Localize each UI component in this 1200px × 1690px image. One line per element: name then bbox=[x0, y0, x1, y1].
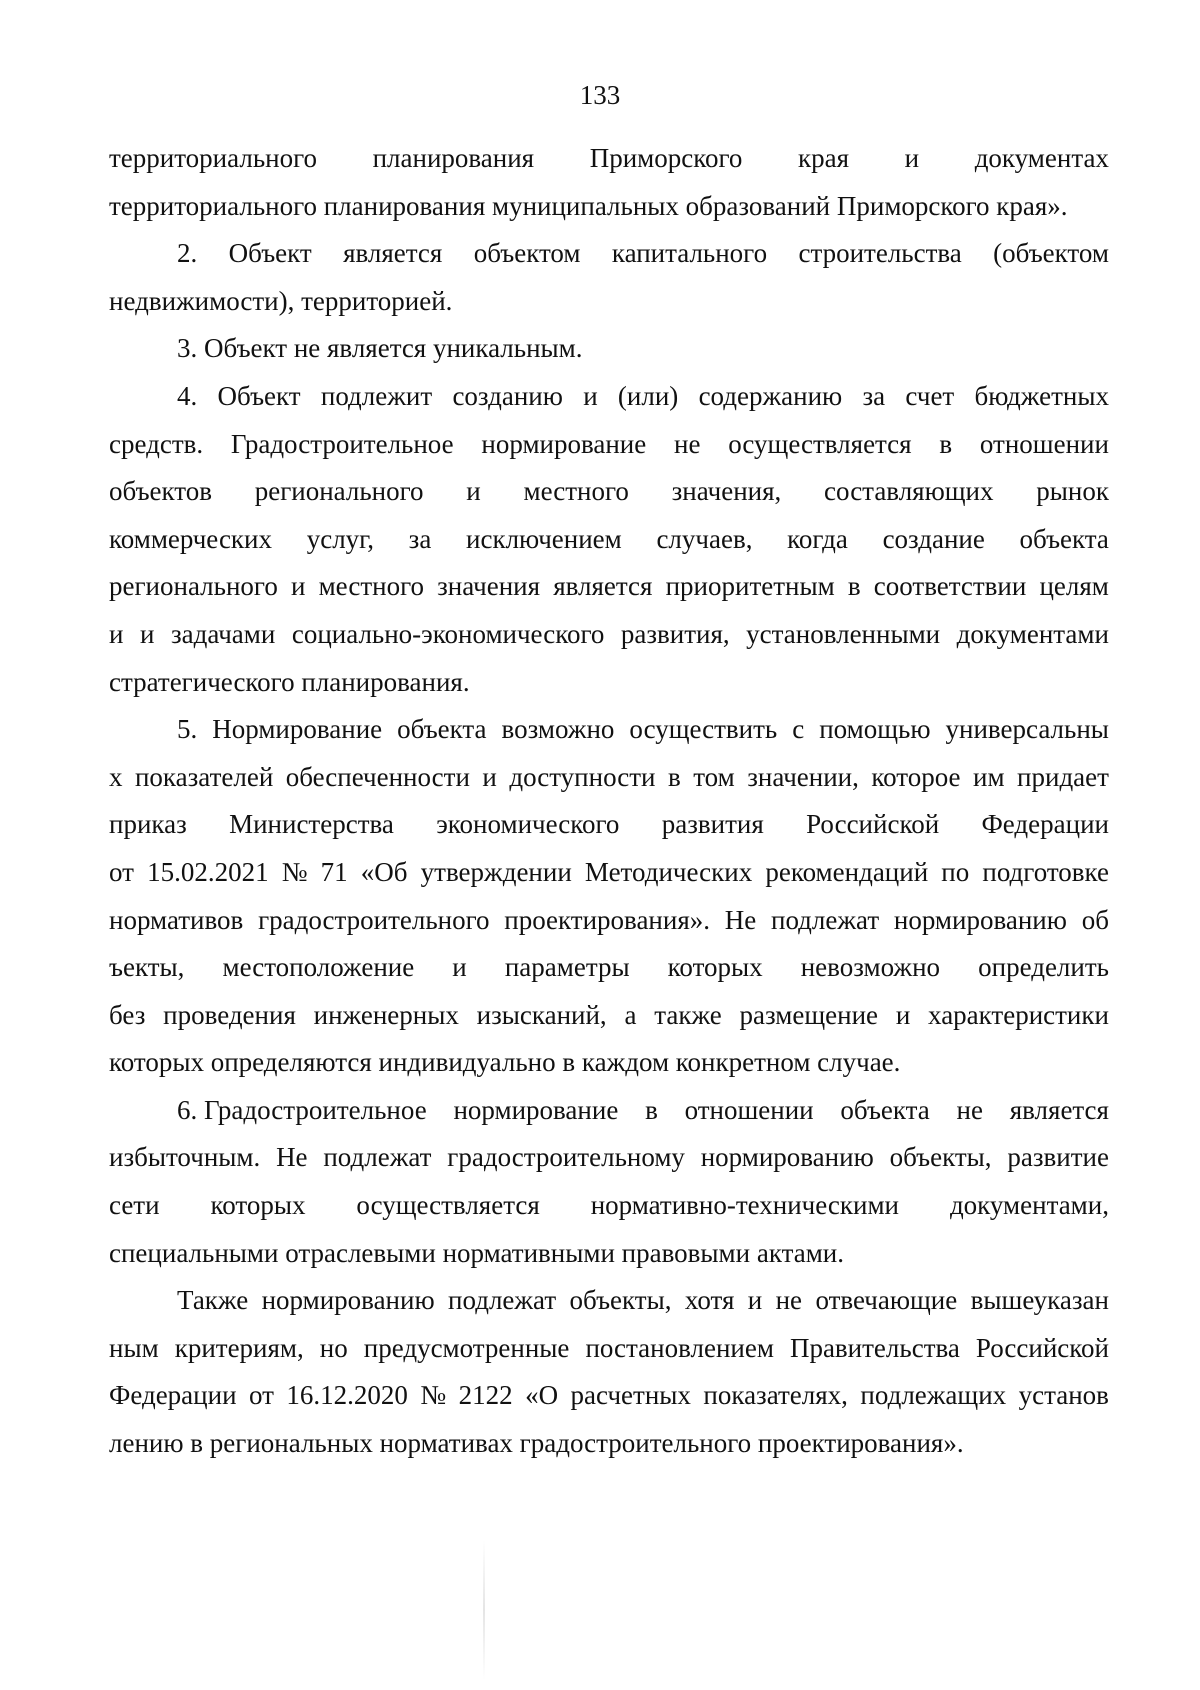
word: развития, bbox=[620, 618, 730, 649]
word: 4. bbox=[177, 380, 198, 411]
word: регионального bbox=[109, 571, 278, 602]
word: градостроительного bbox=[258, 904, 490, 935]
word: регионального bbox=[254, 476, 424, 507]
word: значения, bbox=[671, 476, 782, 507]
word: (или) bbox=[617, 380, 679, 411]
word: постановлением bbox=[585, 1332, 774, 1363]
word: показателях, bbox=[703, 1380, 848, 1411]
text-line: территориального планирования муниципальных образований Приморского края». bbox=[109, 190, 1068, 221]
word: не bbox=[674, 428, 701, 459]
word: нормативно-техническими bbox=[590, 1190, 899, 1221]
word: в bbox=[667, 761, 681, 792]
word: ъекты, bbox=[109, 952, 185, 983]
word: 5. bbox=[177, 714, 198, 745]
word: 71 bbox=[320, 856, 348, 887]
word: помощью bbox=[819, 714, 931, 745]
paragraph-item-2 bbox=[109, 230, 1109, 325]
word: определить bbox=[978, 952, 1109, 983]
document-body bbox=[109, 135, 1109, 1468]
text-line bbox=[109, 706, 1109, 754]
scan-binding-mark bbox=[483, 1540, 485, 1680]
text-line bbox=[109, 1277, 1109, 1325]
word: объекты, bbox=[889, 1142, 992, 1173]
word: Объект bbox=[217, 380, 301, 411]
word: услуг, bbox=[306, 523, 374, 554]
word: объектов bbox=[109, 476, 212, 507]
word: 2122 bbox=[458, 1380, 513, 1411]
word: за bbox=[408, 523, 432, 554]
word: и bbox=[139, 618, 155, 649]
word: нормированию bbox=[261, 1285, 435, 1316]
word: градостроительному bbox=[447, 1142, 685, 1173]
word: Градостроительное bbox=[230, 428, 454, 459]
word: возможно bbox=[501, 714, 615, 745]
word: а bbox=[624, 999, 637, 1030]
word: объекта bbox=[1019, 523, 1109, 554]
paragraph-item-5 bbox=[109, 706, 1109, 1087]
word: «О bbox=[525, 1380, 559, 1411]
word: местного bbox=[318, 571, 424, 602]
word: планирования bbox=[372, 143, 535, 173]
word: характеристики bbox=[928, 999, 1109, 1030]
word: и bbox=[895, 999, 911, 1030]
page-number: 133 bbox=[579, 80, 621, 110]
word: является bbox=[553, 571, 653, 602]
text-line bbox=[109, 944, 1109, 992]
word: местоположение bbox=[222, 952, 415, 983]
word: приказ bbox=[109, 809, 187, 840]
word: случаев, bbox=[656, 523, 753, 554]
word: задачами bbox=[170, 618, 276, 649]
text-line bbox=[109, 373, 1109, 421]
text-line bbox=[109, 1087, 1109, 1135]
word: когда bbox=[787, 523, 848, 554]
text-line bbox=[109, 801, 1109, 849]
word: средств. bbox=[109, 428, 204, 459]
word: расчетных bbox=[570, 1380, 691, 1411]
paragraph-continuation bbox=[109, 135, 1109, 230]
word: Не bbox=[724, 904, 757, 935]
text-line: которых определяются индивидуально в каждом конкретном случае. bbox=[109, 1047, 901, 1078]
word: значении, bbox=[747, 761, 859, 792]
word: показателей bbox=[134, 761, 274, 792]
word: от bbox=[109, 856, 134, 887]
word: Также bbox=[177, 1285, 249, 1316]
word: документах bbox=[974, 143, 1109, 173]
word: коммерческих bbox=[109, 523, 273, 554]
word: которых bbox=[210, 1190, 306, 1221]
word: Правительства bbox=[789, 1332, 960, 1363]
word: осуществляется bbox=[728, 428, 912, 459]
text-line: специальными отраслевыми нормативными правовыми актами. bbox=[109, 1237, 844, 1268]
word: за bbox=[862, 380, 886, 411]
word: подлежащих bbox=[860, 1380, 1007, 1411]
word: и bbox=[747, 1285, 763, 1316]
word: объекта bbox=[397, 714, 487, 745]
word: подлежит bbox=[320, 380, 433, 411]
word: и bbox=[904, 143, 920, 173]
paragraph-item-3 bbox=[109, 325, 1109, 373]
text-line bbox=[109, 516, 1109, 564]
word: целям bbox=[1039, 571, 1109, 602]
word: рекомендаций bbox=[765, 856, 929, 887]
word: критериям, bbox=[174, 1332, 304, 1363]
word: Российской bbox=[975, 1332, 1109, 1363]
word: местного bbox=[523, 476, 629, 507]
word: которое bbox=[871, 761, 961, 792]
word: также bbox=[654, 999, 722, 1030]
word: № bbox=[420, 1380, 447, 1411]
word: в bbox=[645, 1094, 658, 1125]
word: 2. bbox=[177, 238, 198, 269]
text-line: стратегического планирования. bbox=[109, 666, 470, 697]
word: избыточным. bbox=[109, 1142, 261, 1173]
text-line bbox=[109, 468, 1109, 516]
text-line bbox=[109, 992, 1109, 1040]
word: Приморского bbox=[589, 143, 743, 173]
word: проведения bbox=[163, 999, 296, 1030]
word: (объектом bbox=[993, 238, 1109, 269]
word: содержанию bbox=[698, 380, 843, 411]
word: приоритетным bbox=[665, 571, 835, 602]
word: не bbox=[956, 1094, 983, 1125]
word: № bbox=[281, 856, 308, 887]
word: установ bbox=[1018, 1380, 1109, 1411]
word: и bbox=[290, 571, 306, 602]
word: нормирование bbox=[481, 428, 647, 459]
word: подлежат bbox=[448, 1285, 557, 1316]
word: Федерации bbox=[981, 809, 1109, 840]
word: территориального bbox=[109, 143, 317, 173]
word: исключением bbox=[466, 523, 622, 554]
text-line bbox=[109, 754, 1109, 802]
word: предусмотренные bbox=[363, 1332, 570, 1363]
word: и bbox=[466, 476, 481, 507]
word: подлежат bbox=[771, 904, 880, 935]
text-line bbox=[109, 421, 1109, 469]
word: соответствии bbox=[873, 571, 1027, 602]
word: отношении bbox=[979, 428, 1109, 459]
text-line bbox=[109, 1182, 1109, 1230]
word: доступности bbox=[509, 761, 656, 792]
word: Не bbox=[276, 1142, 308, 1173]
word: документами, bbox=[949, 1190, 1109, 1221]
word: объекты, bbox=[569, 1285, 672, 1316]
word: счет bbox=[905, 380, 955, 411]
word: «Об bbox=[360, 856, 408, 887]
word: но bbox=[319, 1332, 348, 1363]
word: подготовке bbox=[982, 856, 1109, 887]
word: вышеуказан bbox=[970, 1285, 1109, 1316]
word: рынок bbox=[1036, 476, 1109, 507]
word: невозможно bbox=[800, 952, 941, 983]
word: утверждении bbox=[420, 856, 572, 887]
text-line: 3. Объект не является уникальным. bbox=[177, 333, 583, 364]
text-line bbox=[109, 897, 1109, 945]
word: сети bbox=[109, 1190, 160, 1221]
word: осуществляется bbox=[356, 1190, 540, 1221]
text-line bbox=[109, 1372, 1109, 1420]
word: Министерства bbox=[229, 809, 394, 840]
text-line bbox=[109, 135, 1109, 183]
word: параметры bbox=[504, 952, 630, 983]
word: подлежат bbox=[323, 1142, 432, 1173]
word: нормированию bbox=[700, 1142, 874, 1173]
word: 15.02.2021 bbox=[147, 856, 269, 887]
word: нормирование bbox=[453, 1094, 619, 1125]
word: является bbox=[1009, 1094, 1109, 1125]
text-line bbox=[109, 849, 1109, 897]
word: и bbox=[482, 761, 497, 792]
word: по bbox=[941, 856, 970, 887]
word: Российской bbox=[806, 809, 940, 840]
word: и bbox=[583, 380, 598, 411]
word: созданию bbox=[452, 380, 563, 411]
word: Нормирование bbox=[212, 714, 383, 745]
word: документами bbox=[956, 618, 1109, 649]
word: об bbox=[1081, 904, 1109, 935]
word: нормативов bbox=[109, 904, 244, 935]
text-line bbox=[109, 1325, 1109, 1373]
word: края bbox=[797, 143, 850, 173]
word: объекта bbox=[840, 1094, 930, 1125]
word: в bbox=[847, 571, 861, 602]
text-line bbox=[109, 230, 1109, 278]
paragraph-addendum bbox=[109, 1277, 1109, 1467]
word: без bbox=[109, 999, 146, 1030]
word: Федерации bbox=[109, 1380, 237, 1411]
word: от bbox=[248, 1380, 274, 1411]
word: им bbox=[973, 761, 1005, 792]
word: развитие bbox=[1007, 1142, 1109, 1173]
word: универсальны bbox=[945, 714, 1109, 745]
word: отношении bbox=[684, 1094, 814, 1125]
word: в bbox=[939, 428, 953, 459]
word: значения bbox=[437, 571, 541, 602]
word: хотя bbox=[684, 1285, 735, 1316]
word: социально-экономического bbox=[291, 618, 605, 649]
word: ным bbox=[109, 1332, 159, 1363]
word: которых bbox=[667, 952, 763, 983]
word: осуществить bbox=[629, 714, 778, 745]
word: размещение bbox=[739, 999, 879, 1030]
word: объектом bbox=[473, 238, 581, 269]
word: том bbox=[693, 761, 735, 792]
paragraph-item-6 bbox=[109, 1087, 1109, 1277]
word: капитального bbox=[611, 238, 768, 269]
word: установленными bbox=[746, 618, 941, 649]
text-line bbox=[109, 1134, 1109, 1182]
word: х bbox=[109, 761, 123, 792]
paragraph-item-4 bbox=[109, 373, 1109, 706]
word: Методических bbox=[584, 856, 753, 887]
word: инженерных bbox=[313, 999, 459, 1030]
word: составляющих bbox=[824, 476, 994, 507]
word: строительства bbox=[798, 238, 962, 269]
word: 6. Градостроительное bbox=[177, 1094, 427, 1125]
word: и bbox=[109, 618, 124, 649]
text-line: лению в региональных нормативах градостроительного проектирования». bbox=[109, 1428, 964, 1459]
word: нормированию bbox=[893, 904, 1067, 935]
word: создание bbox=[882, 523, 985, 554]
word: с bbox=[792, 714, 805, 745]
word: Объект bbox=[228, 238, 312, 269]
word: 16.12.2020 bbox=[286, 1380, 408, 1411]
word: изысканий, bbox=[476, 999, 607, 1030]
text-line bbox=[109, 611, 1109, 659]
word: является bbox=[343, 238, 443, 269]
text-line: недвижимости), территорией. bbox=[109, 285, 453, 316]
word: развития bbox=[661, 809, 764, 840]
word: обеспеченности bbox=[285, 761, 470, 792]
word: проектирования». bbox=[504, 904, 710, 935]
text-line bbox=[109, 563, 1109, 611]
word: экономического bbox=[436, 809, 620, 840]
word: и bbox=[452, 952, 467, 983]
word: отвечающие bbox=[815, 1285, 958, 1316]
word: бюджетных bbox=[974, 380, 1109, 411]
word: придает bbox=[1017, 761, 1109, 792]
word: не bbox=[775, 1285, 803, 1316]
